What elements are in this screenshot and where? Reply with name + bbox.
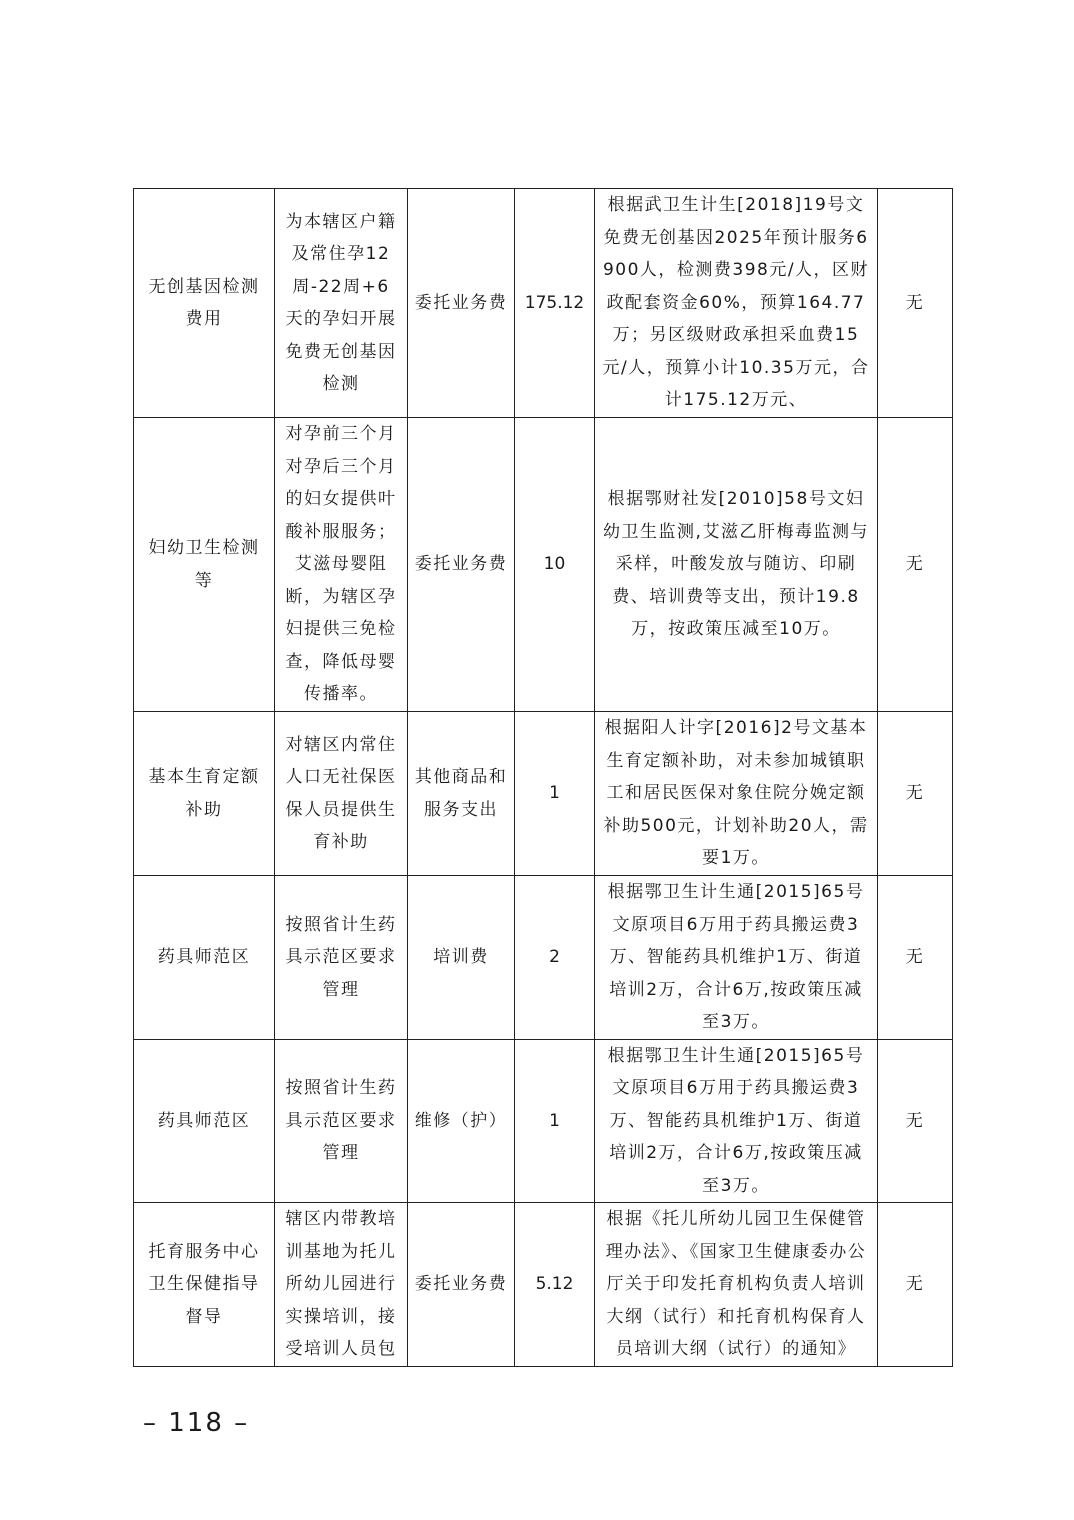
note-cell: 无 [878,189,953,418]
table-row [134,1203,953,1367]
budget-table [133,188,953,1367]
project-content-cell: 按照省计生药具示范区要求管理 [275,1039,408,1203]
amount-cell: 175.12 [515,189,595,418]
note-cell: 无 [878,1039,953,1203]
expense-type-cell: 委托业务费 [408,189,515,418]
basis-cell: 根据鄂卫生计生通[2015]65号文原项目6万用于药具搬运费3万、智能药具机维护1万、街道培训2万，合计6万,按政策压减至3万。 [595,1039,878,1203]
page-number: – 118 – [143,1408,250,1438]
basis-cell: 根据《托儿所幼儿园卫生保健管理办法》、《国家卫生健康委办公厅关于印发托育机构负责人培训大纲（试行）和托育机构保育人员培训大纲（试行）的通知》 [595,1203,878,1367]
amount-cell: 10 [515,418,595,712]
basis-cell: 根据武卫生计生[2018]19号文免费无创基因2025年预计服务6900人，检测费398元/人，区财政配套资金60%，预算164.77万；另区级财政承担采血费15元/人，预算小计10.35万元，合计175.12万元、 [595,189,878,418]
basis-cell: 根据鄂卫生计生通[2015]65号文原项目6万用于药具搬运费3万、智能药具机维护1万、街道培训2万，合计6万,按政策压减至3万。 [595,876,878,1040]
amount-cell: 5.12 [515,1203,595,1367]
amount-cell: 1 [515,712,595,876]
note-cell: 无 [878,1203,953,1367]
amount-cell: 1 [515,1039,595,1203]
project-content-cell: 为本辖区户籍及常住孕12周-22周+6天的孕妇开展免费无创基因检测 [275,189,408,418]
expense-type-cell: 培训费 [408,876,515,1040]
project-name-cell: 妇幼卫生检测等 [134,418,275,712]
project-name-cell: 药具师范区 [134,876,275,1040]
expense-type-cell: 委托业务费 [408,418,515,712]
expense-type-cell: 其他商品和服务支出 [408,712,515,876]
project-name-cell: 托育服务中心卫生保健指导督导 [134,1203,275,1367]
note-cell: 无 [878,712,953,876]
basis-cell: 根据阳人计字[2016]2号文基本生育定额补助，对未参加城镇职工和居民医保对象住院分娩定额补助500元，计划补助20人，需要1万。 [595,712,878,876]
note-cell: 无 [878,418,953,712]
note-cell: 无 [878,876,953,1040]
project-content-cell: 对辖区内常住人口无社保医保人员提供生育补助 [275,712,408,876]
expense-type-cell: 委托业务费 [408,1203,515,1367]
project-name-cell: 无创基因检测费用 [134,189,275,418]
table-row [134,712,953,876]
expense-type-cell: 维修（护） [408,1039,515,1203]
amount-cell: 2 [515,876,595,1040]
project-name-cell: 基本生育定额补助 [134,712,275,876]
table-row [134,189,953,418]
table-row [134,418,953,712]
project-content-cell: 按照省计生药具示范区要求管理 [275,876,408,1040]
project-name-cell: 药具师范区 [134,1039,275,1203]
project-content-cell: 对孕前三个月对孕后三个月的妇女提供叶酸补服服务；艾滋母婴阻断，为辖区孕妇提供三免检查，降低母婴传播率。 [275,418,408,712]
table-row [134,876,953,1040]
table-row [134,1039,953,1203]
project-content-cell: 辖区内带教培训基地为托儿所幼儿园进行实操培训，接受培训人员包 [275,1203,408,1367]
basis-cell: 根据鄂财社发[2010]58号文妇幼卫生监测,艾滋乙肝梅毒监测与采样，叶酸发放与随访、印刷费、培训费等支出，预计19.8万，按政策压减至10万。 [595,418,878,712]
